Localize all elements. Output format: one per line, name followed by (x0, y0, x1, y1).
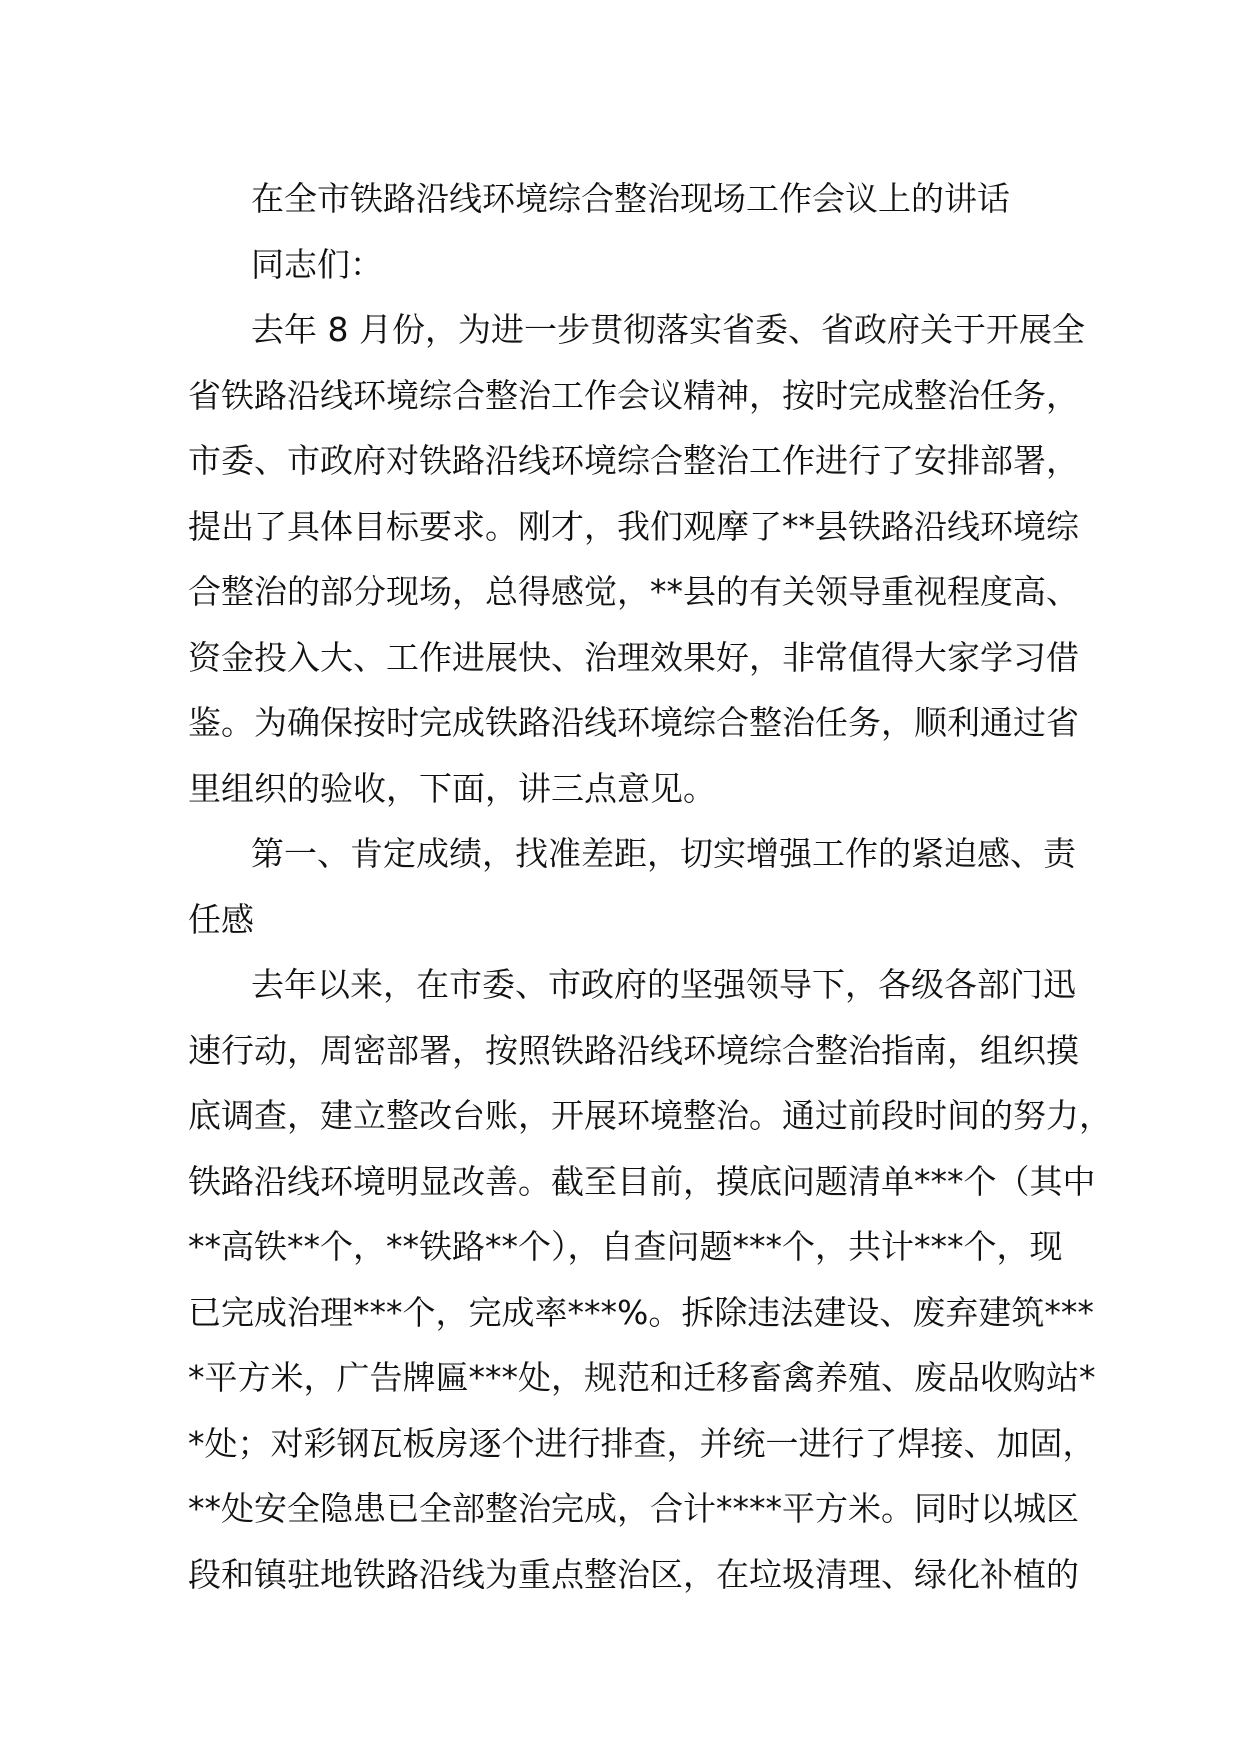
paragraph-line: 提出了具体目标要求。刚才，我们观摩了**县铁路沿线环境综 (188, 506, 1079, 546)
section-heading-line: 任感 (188, 899, 254, 939)
paragraph-line: 省铁路沿线环境综合整治工作会议精神，按时完成整治任务， (188, 375, 1079, 415)
paragraph-line: *处；对彩钢瓦板房逐个进行排查，并统一进行了焊接、加固， (188, 1423, 1096, 1463)
paragraph-line: 去年 8 月份，为进一步贯彻落实省委、省政府关于开展全 (251, 310, 1085, 349)
paragraph-line: 资金投入大、工作进展快、治理效果好，非常值得大家学习借 (188, 637, 1079, 677)
paragraph-line: 合整治的部分现场，总得感觉，**县的有关领导重视程度高、 (188, 572, 1079, 611)
paragraph-line: 已完成治理***个，完成率***%。拆除违法建设、废弃建筑*** (188, 1292, 1094, 1332)
paragraph-line: 鉴。为确保按时完成铁路沿线环境综合整治任务，顺利通过省 (188, 703, 1079, 742)
paragraph-line: 里组织的验收，下面，讲三点意见。 (188, 768, 716, 808)
paragraph-line: 速行动，周密部署，按照铁路沿线环境综合整治指南，组织摸 (188, 1030, 1079, 1070)
paragraph-line: *平方米，广告牌匾***处，规范和迁移畜禽养殖、废品收购站* (188, 1358, 1096, 1397)
document-body (188, 166, 1112, 1607)
section-heading-line: 第一、肯定成绩，找准差距，切实增强工作的紧迫感、责 (251, 834, 1076, 873)
paragraph-line: **处安全隐患已全部整治完成，合计****平方米。同时以城区 (188, 1489, 1079, 1528)
salutation: 同志们： (251, 244, 383, 284)
paragraph-line: 铁路沿线环境明显改善。截至目前，摸底问题清单***个（其中 (188, 1161, 1096, 1201)
paragraph-line: 底调查，建立整改台账，开展环境整治。通过前段时间的努力， (188, 1096, 1112, 1135)
paragraph-line: 去年以来，在市委、市政府的坚强领导下，各级各部门迅 (251, 965, 1076, 1004)
paragraph-line: 段和镇驻地铁路沿线为重点整治区，在垃圾清理、绿化补植的 (188, 1554, 1079, 1594)
document-title: 在全市铁路沿线环境综合整治现场工作会议上的讲话 (251, 179, 1010, 218)
paragraph-line: **高铁**个，**铁路**个），自查问题***个，共计***个，现 (188, 1227, 1063, 1266)
paragraph-line: 市委、市政府对铁路沿线环境综合整治工作进行了安排部署， (188, 441, 1079, 480)
